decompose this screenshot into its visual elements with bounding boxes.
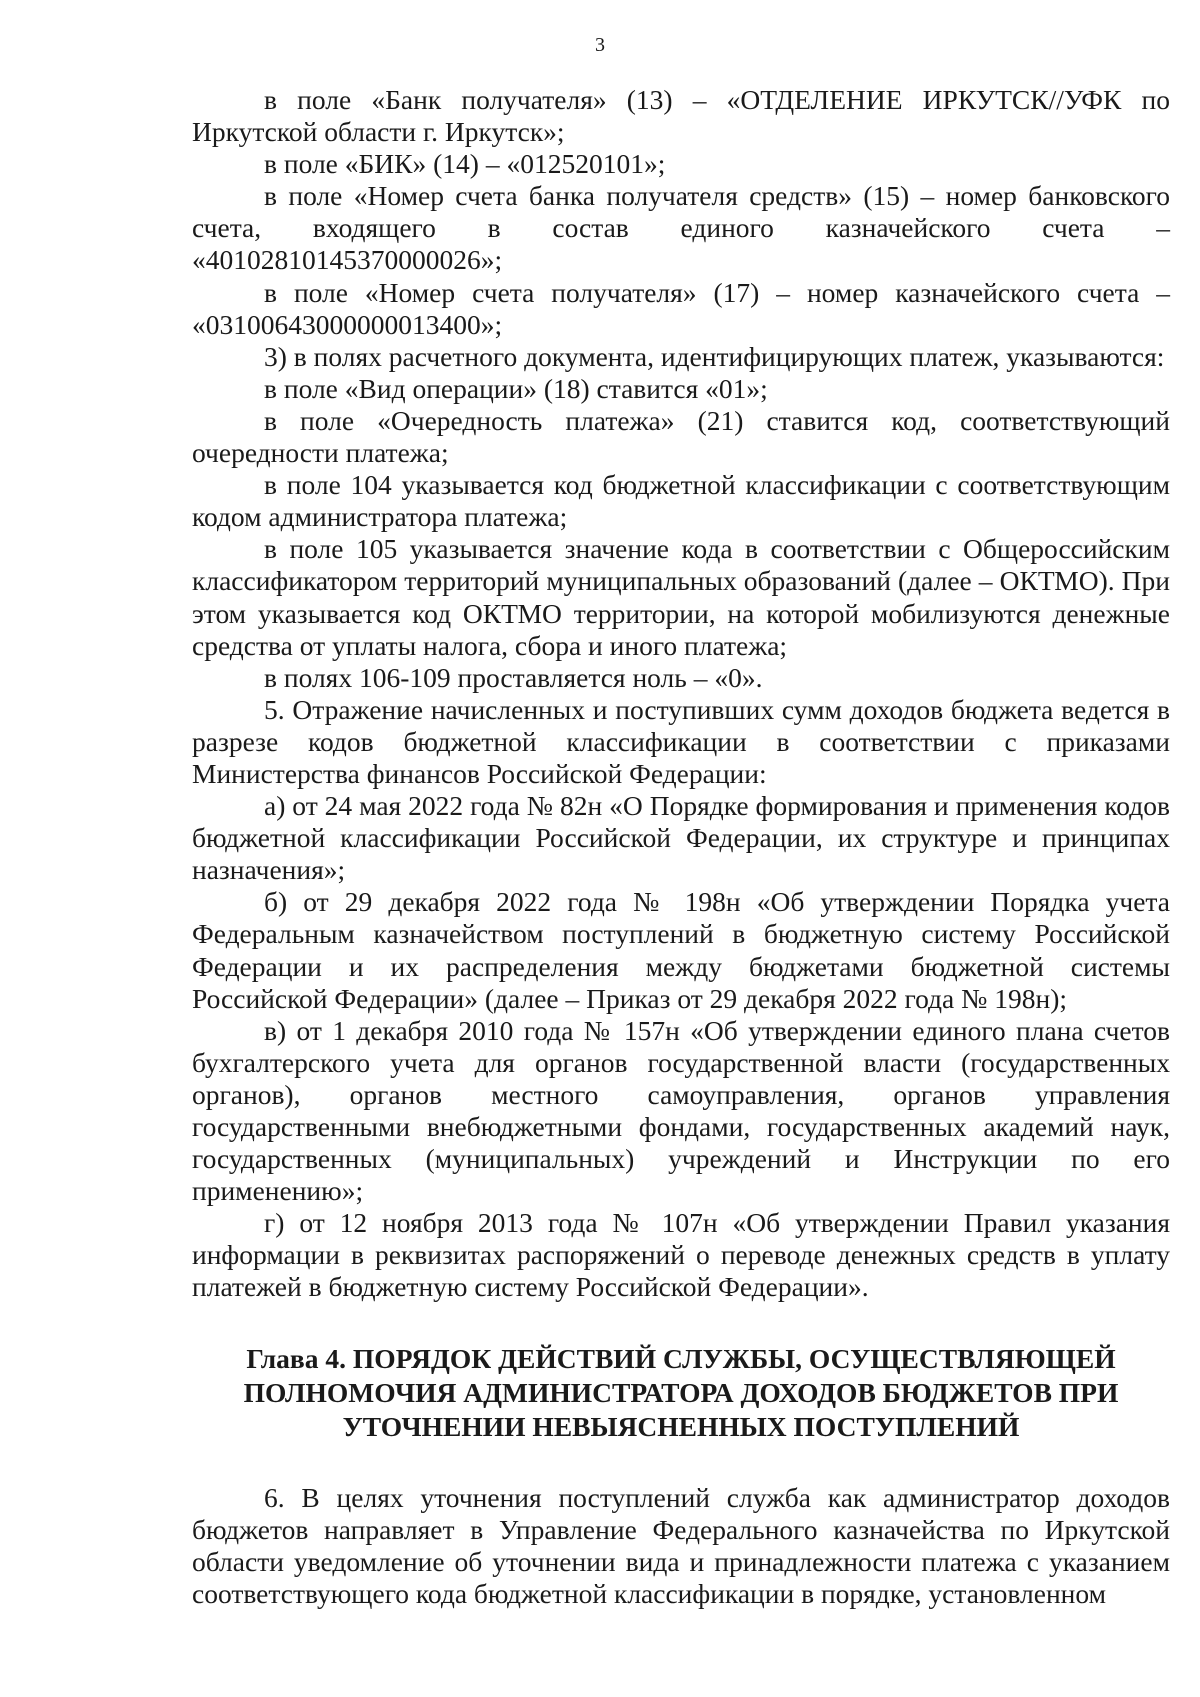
paragraph: в поле 105 указывается значение кода в соответствии с Общероссийским классификатором территорий муниципальных образований (далее – ОКТМО). При этом указывается код ОКТМО территории, на которой мобилизуются денежные средства от уплаты налога, сбора и иного платежа; (192, 533, 1170, 661)
paragraph: в поле «Очередность платежа» (21) ставится код, соответствующий очередности платежа; (192, 404, 1170, 469)
paragraph: 3) в полях расчетного документа, идентифицирующих платеж, указываются: (264, 340, 1165, 372)
paragraph: в поле «БИК» (14) – «012520101»; (264, 148, 666, 180)
paragraph: в поле «Банк получателя» (13) – «ОТДЕЛЕНИЕ ИРКУТСК//УФК по Иркутской области г. Иркутск»; (192, 84, 1170, 148)
paragraph: 5. Отражение начисленных и поступивших сумм доходов бюджета ведется в разрезе кодов бюджетной классификации в соответствии с приказами Министерства финансов Российской Федерации: (192, 693, 1170, 789)
document-body (192, 84, 1170, 1610)
paragraph: 6. В целях уточнения поступлений служба как администратор доходов бюджетов направляет в Управление Федерального казначейства по Иркутской области уведомление об уточнении вида и принадлежности платежа с указанием соответствующего кода бюджетной классификации в порядке, установленном (192, 1481, 1170, 1609)
paragraph: в полях 106-109 проставляется ноль – «0». (264, 661, 763, 693)
paragraph: в поле «Вид операции» (18) ставится «01»; (264, 372, 768, 404)
chapter-heading: Глава 4. ПОРЯДОК ДЕЙСТВИЙ СЛУЖБЫ, ОСУЩЕСТВЛЯЮЩЕЙ ПОЛНОМОЧИЯ АДМИНИСТРАТОРА ДОХОДОВ БЮДЖЕТОВ ПРИ УТОЧНЕНИИ НЕВЫЯСНЕННЫХ ПОСТУПЛЕНИЙ (243, 1342, 1119, 1442)
paragraph: в) от 1 декабря 2010 года № 157н «Об утверждении единого плана счетов бухгалтерского учета для органов государственной власти (государственных органов), органов местного самоуправления, органов управления государственными внебюджетными фондами, государственных академий наук, государственных (муниципальных) учреждений и Инструкции по его применению»; (192, 1014, 1170, 1207)
paragraph: а) от 24 мая 2022 года № 82н «О Порядке формирования и применения кодов бюджетной классификации Российской Федерации, их структуре и принципах назначения»; (192, 790, 1170, 886)
paragraph: б) от 29 декабря 2022 года № 198н «Об утверждении Порядка учета Федеральным казначейством поступлений в бюджетную систему Российской Федерации и их распределения между бюджетами бюджетной системы Российской Федерации» (далее – Приказ от 29 декабря 2022 года № 198н); (192, 886, 1170, 1014)
paragraph: в поле «Номер счета банка получателя средств» (15) – номер банковского счета, входящего в состав единого казначейского счета – «40102810145370000026»; (192, 180, 1170, 276)
paragraph: в поле 104 указывается код бюджетной классификации с соответствующим кодом администратора платежа; (192, 469, 1170, 533)
paragraph: г) от 12 ноября 2013 года № 107н «Об утверждении Правил указания информации в реквизитах распоряжений о переводе денежных средств в уплату платежей в бюджетную систему Российской Федерации». (192, 1207, 1170, 1303)
page-number: 3 (595, 34, 605, 56)
paragraph: в поле «Номер счета получателя» (17) – номер казначейского счета – «03100643000000013400»; (192, 276, 1170, 340)
